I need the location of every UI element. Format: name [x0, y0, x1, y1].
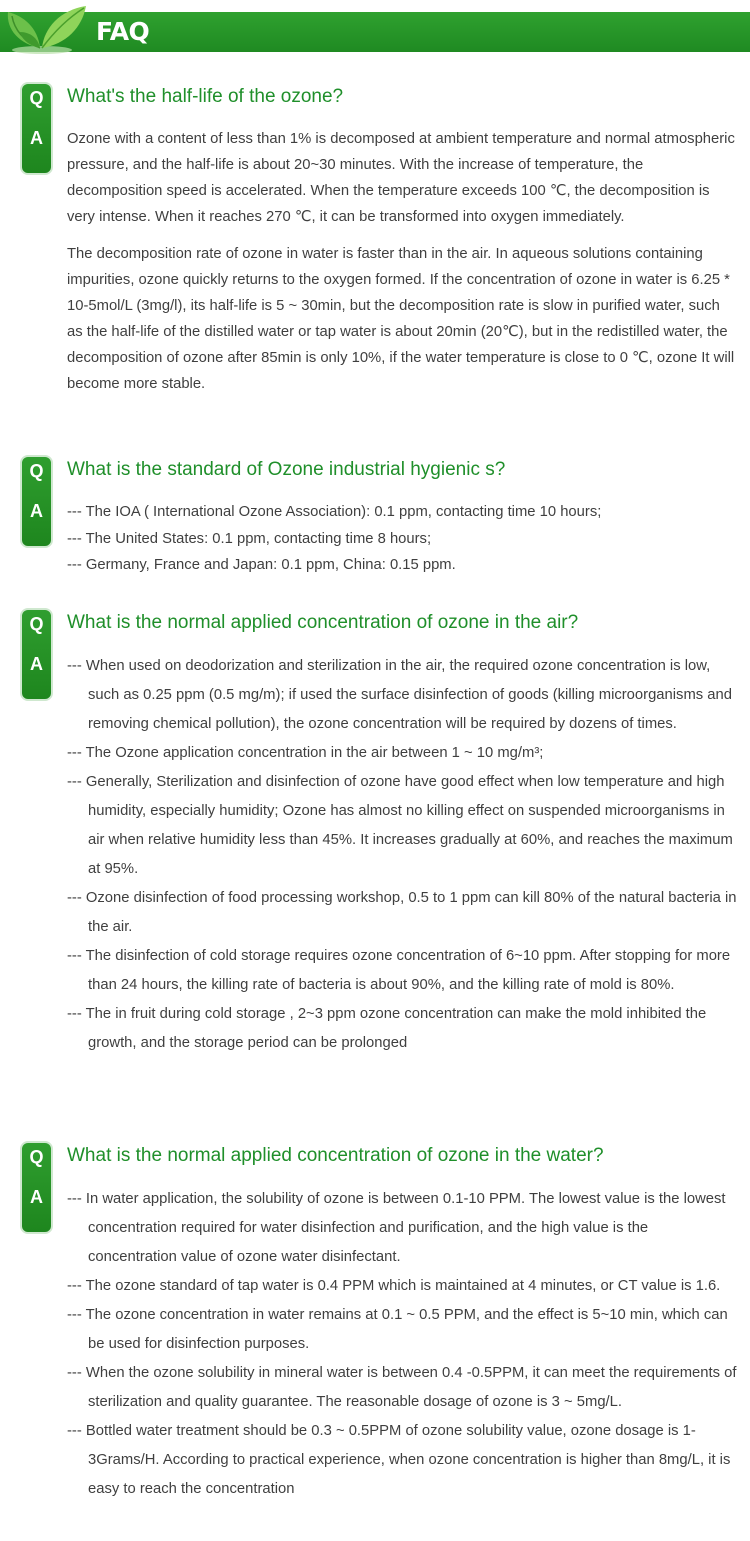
faq-answer	[67, 1185, 737, 1504]
qa-badge	[20, 608, 53, 701]
a-label: A	[30, 654, 43, 674]
answer-item: --- When the ozone solubility in mineral water is between 0.4 -0.5PPM, it can meet the requirements of sterilization and quality guarantee. The reasonable dosage of ozone is 3 ~ 5mg/L.	[67, 1365, 737, 1410]
answer-item: --- The ozone standard of tap water is 0.4 PPM which is maintained at 4 minutes, or CT value is 1.6.	[67, 1278, 721, 1294]
answer-item: --- The IOA ( International Ozone Association): 0.1 ppm, contacting time 10 hours;	[67, 504, 602, 520]
qa-badge	[20, 455, 53, 548]
faq-question: What is the normal applied concentration of ozone in the water?	[67, 1145, 604, 1166]
answer-item: --- When used on deodorization and sterilization in the air, the required ozone concentration is low, such as 0.25 ppm (0.5 mg/m); if used the surface disinfection of goods (killing microorganisms and removing chemical pollution), the ozone concentration will be required by dozens of times.	[67, 658, 732, 732]
answer-item: --- Bottled water treatment should be 0.3 ~ 0.5PPM of ozone solubility value, ozone dosage is 1-3Grams/H. According to practical experience, when ozone concentration is higher than 8mg/L, it is easy to reach the concentration	[67, 1423, 731, 1497]
faq-question: What is the normal applied concentration of ozone in the air?	[67, 612, 579, 633]
q-label: Q	[29, 614, 44, 634]
answer-item: --- The Ozone application concentration in the air between 1 ~ 10 mg/m³;	[67, 745, 544, 761]
q-label: Q	[29, 88, 44, 108]
faq-question: What is the standard of Ozone industrial hygienic s?	[67, 459, 506, 480]
q-label: Q	[29, 461, 44, 481]
faq-header	[0, 0, 750, 56]
answer-paragraph: Ozone with a content of less than 1% is decomposed at ambient temperature and normal atmospheric pressure, and the half-life is about 20~30 minutes. With the increase of temperature, the decomposition speed is accelerated. When the temperature exceeds 100 ℃, the decomposition is very intense. When it reaches 270 ℃, it can be transformed into oxygen immediately.	[67, 131, 735, 225]
answer-item: --- The United States: 0.1 ppm, contacting time 8 hours;	[67, 530, 432, 547]
a-label: A	[30, 501, 43, 521]
green-leaf-logo	[0, 0, 90, 56]
faq-answer	[67, 652, 737, 1058]
a-label: A	[30, 1187, 43, 1207]
answer-item: --- The disinfection of cold storage requires ozone concentration of 6~10 ppm. After stopping for more than 24 hours, the killing rate of bacteria is about 90%, and the killing rate of mold is 80%.	[67, 948, 731, 993]
q-label: Q	[29, 1147, 44, 1167]
answer-item: --- Ozone disinfection of food processing workshop, 0.5 to 1 ppm can kill 80% of the natural bacteria in the air.	[67, 890, 737, 935]
answer-item: --- Germany, France and Japan: 0.1 ppm, China: 0.15 ppm.	[67, 557, 456, 573]
answer-item: --- The ozone concentration in water remains at 0.1 ~ 0.5 PPM, and the effect is 5~10 min, which can be used for disinfection purposes.	[67, 1307, 728, 1352]
faq-answer	[67, 499, 737, 579]
answer-item: --- Generally, Sterilization and disinfection of ozone have good effect when low temperature and high humidity, especially humidity; Ozone has almost no killing effect on suspended microorganisms in air when relative humidity less than 45%. It increases gradually at 60%, and reaches the maximum at 95%.	[67, 774, 733, 877]
page-title: FAQ	[96, 17, 150, 46]
answer-item: --- In water application, the solubility of ozone is between 0.1-10 PPM. The lowest value is the lowest concentration required for water disinfection and purification, and the high value is the concentration value of ozone water disinfectant.	[67, 1191, 726, 1265]
faq-answer	[67, 126, 737, 408]
qa-badge	[20, 1141, 53, 1234]
faq-question: What's the half-life of the ozone?	[67, 86, 344, 107]
a-label: A	[30, 128, 43, 148]
answer-item: --- The in fruit during cold storage , 2~3 ppm ozone concentration can make the mold inhibited the growth, and the storage period can be prolonged	[67, 1006, 707, 1051]
answer-paragraph: The decomposition rate of ozone in water is faster than in the air. In aqueous solutions containing impurities, ozone quickly returns to the oxygen formed. If the concentration of ozone in water is 6.25 * 10-5mol/L (3mg/l), its half-life is 5 ~ 30min, but the decomposition rate is slow in purified water, such as the half-life of the distilled water or tap water is about 20min (20℃), but in the redistilled water, the decomposition of ozone after 85min is only 10%, if the water temperature is close to 0 ℃, ozone It will become more stable.	[67, 246, 735, 392]
qa-badge	[20, 82, 53, 175]
